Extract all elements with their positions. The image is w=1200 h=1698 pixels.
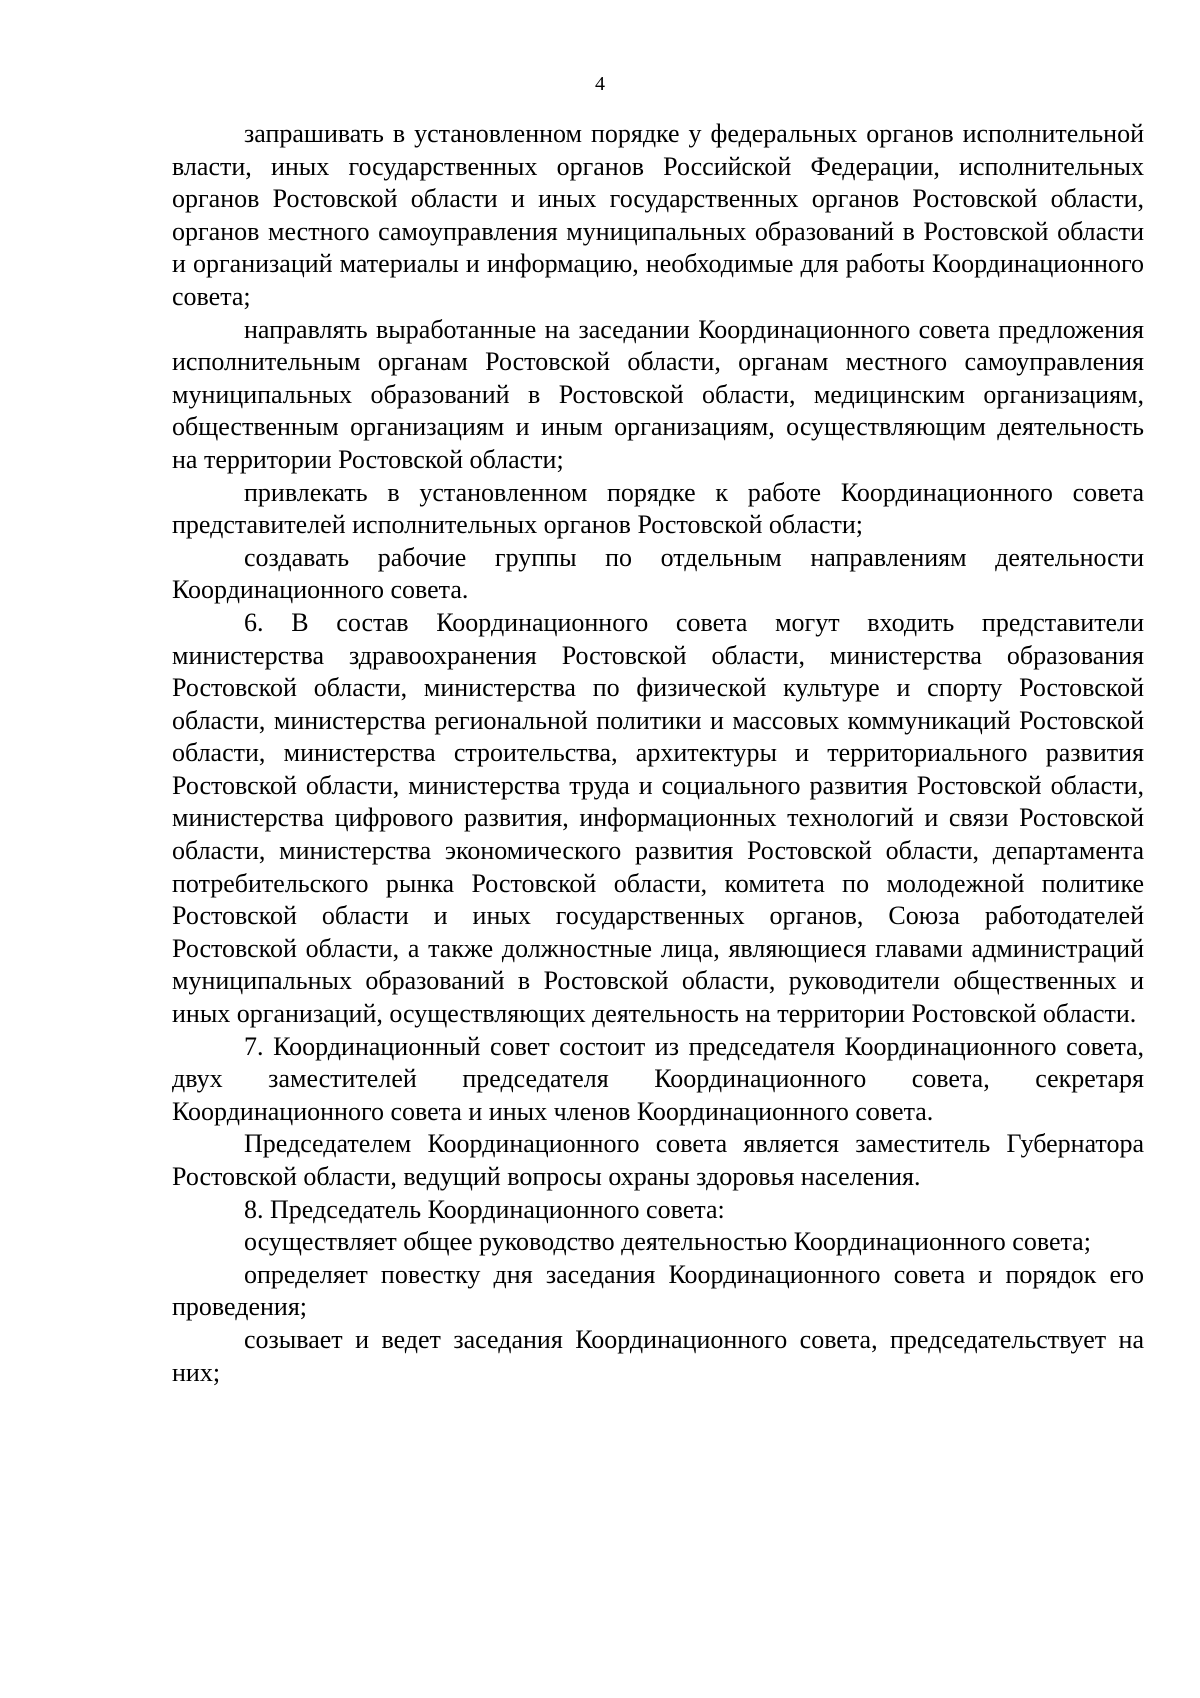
page-number: 4 — [595, 73, 605, 95]
paragraph-agenda: определяет повестку дня заседания Координационного совета и порядок его проведения; — [172, 1259, 1144, 1322]
paragraph-general-management: осуществляет общее руководство деятельностью Координационного совета; — [244, 1227, 1091, 1257]
paragraph-request-materials: запрашивать в установленном порядке у федеральных органов исполнительной власти, иных государственных органов Российской Федерации, исполнительных органов Ростовской области и иных государственных органов Ростовской области, органов местного самоуправления муниципальных образований в Ростовской области и организаций материалы и информацию, необходимые для работы Координационного совета; — [172, 119, 1144, 311]
document-body — [172, 118, 1144, 1389]
paragraph-create-working-groups: создавать рабочие группы по отдельным направлениям деятельности Координационного совета. — [172, 542, 1144, 605]
paragraph-send-proposals: направлять выработанные на заседании Координационного совета предложения исполнительным органам Ростовской области, органам местного самоуправления муниципальных образований в Ростовской области, медицинским организациям, общественным организациям и иным организациям, осуществляющим деятельность на территории Ростовской области; — [172, 314, 1144, 474]
paragraph-convenes-meetings: созывает и ведет заседания Координационного совета, председательствует на них; — [172, 1324, 1144, 1387]
paragraph-item-7-structure: 7. Координационный совет состоит из председателя Координационного совета, двух заместителей председателя Координационного совета, секретаря Координационного совета и иных членов Координационного совета. — [172, 1031, 1144, 1126]
paragraph-chairman-definition: Председателем Координационного совета является заместитель Губернатора Ростовской области, ведущий вопросы охраны здоровья населения. — [172, 1129, 1144, 1191]
paragraph-item-8-heading: 8. Председатель Координационного совета: — [244, 1194, 725, 1224]
paragraph-involve-representatives: привлекать в установленном порядке к работе Координационного совета представителей исполнительных органов Ростовской области; — [172, 477, 1144, 540]
paragraph-item-6-composition: 6. В состав Координационного совета могут входить представители министерства здравоохранения Ростовской области, министерства образования Ростовской области, министерства по физической культуре и спорту Ростовской области, министерства региональной политики и массовых коммуникаций Ростовской области, министерства строительства, архитектуры и территориального развития Ростовской области, министерства труда и социального развития Ростовской области, министерства цифрового развития, информационных технологий и связи Ростовской области, министерства экономического развития Ростовской области, департамента потребительского рынка Ростовской области, комитета по молодежной политике Ростовской области и иных государственных органов, Союза работодателей Ростовской области, а также должностные лица, являющиеся главами администраций муниципальных образований в Ростовской области, руководители общественных и иных организаций, осуществляющих деятельность на территории Ростовской области. — [172, 607, 1144, 1029]
